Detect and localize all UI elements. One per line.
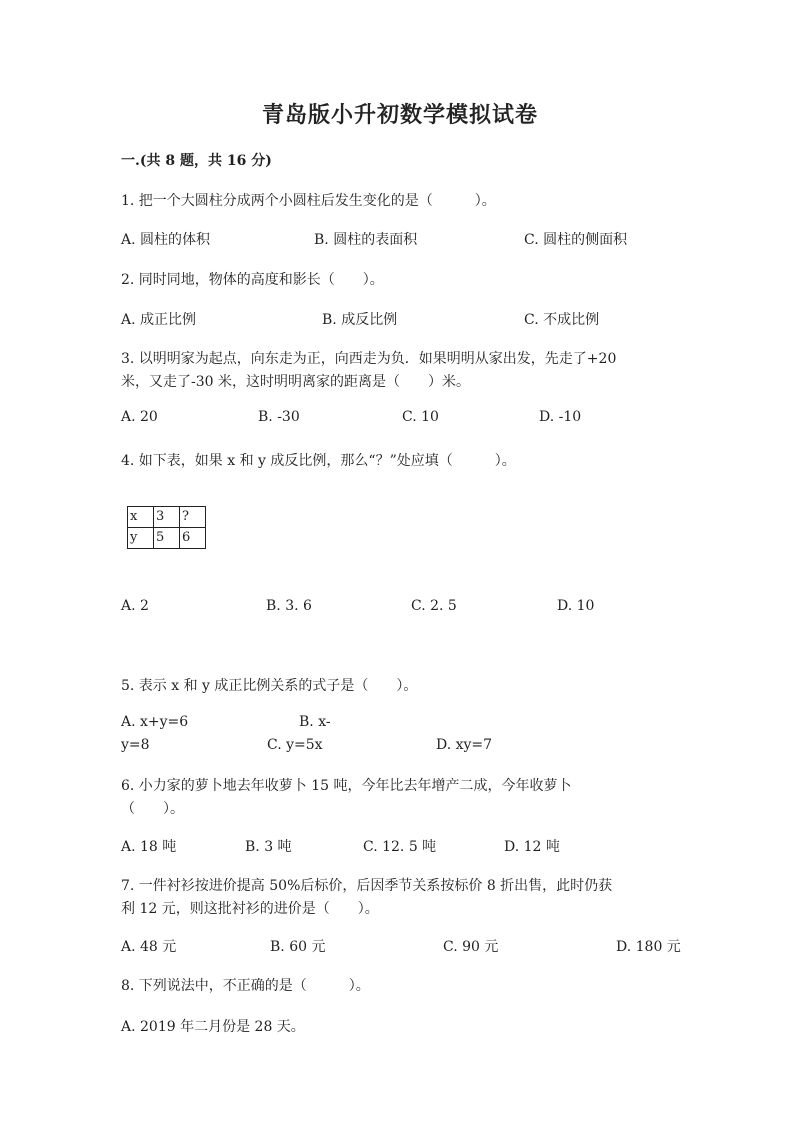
question-7-option-a[interactable]: A. 48 元	[121, 939, 177, 955]
question-1-text: 1. 把一个大圆柱分成两个小圆柱后发生变化的是（ ）。	[121, 193, 496, 209]
question-4-text: 4. 如下表，如果 x 和 y 成反比例，那么“？”处应填（ ）。	[121, 453, 516, 469]
section-heading: 一.(共 8 题，共 16 分)	[121, 153, 272, 169]
question-8-option-a[interactable]: A. 2019 年二月份是 28 天。	[121, 1019, 305, 1035]
page-title: 青岛版小升初数学模拟试卷	[261, 102, 538, 128]
question-4-option-c[interactable]: C. 2. 5	[411, 598, 457, 614]
question-2-option-b[interactable]: B. 成反比例	[322, 312, 398, 328]
question-6-option-d[interactable]: D. 12 吨	[504, 839, 560, 855]
question-7-option-b[interactable]: B. 60 元	[270, 939, 326, 955]
table-cell: ?	[180, 507, 206, 528]
question-4-option-a[interactable]: A. 2	[121, 598, 149, 614]
question-6-option-a[interactable]: A. 18 吨	[121, 839, 177, 855]
question-7-option-d[interactable]: D. 180 元	[616, 939, 681, 955]
question-7-option-c[interactable]: C. 90 元	[443, 939, 499, 955]
question-4-option-b[interactable]: B. 3. 6	[266, 598, 312, 614]
question-3-option-b[interactable]: B. -30	[258, 409, 300, 425]
question-5-option-a[interactable]: A. x+y=6	[121, 714, 189, 730]
question-5-option-b-part2[interactable]: y=8	[121, 737, 150, 753]
question-5-option-d[interactable]: D. xy=7	[436, 737, 493, 753]
question-7-text-line2: 利 12 元，则这批衬衫的进价是（ ）。	[121, 901, 379, 917]
question-2-text: 2. 同时同地，物体的高度和影长（ ）。	[121, 272, 384, 288]
question-1-option-b[interactable]: B. 圆柱的表面积	[314, 232, 418, 248]
table-cell: 6	[180, 528, 206, 549]
question-1-option-a[interactable]: A. 圆柱的体积	[121, 232, 211, 248]
question-7-text-line1: 7. 一件衬衫按进价提高 50%后标价，后因季节关系按标价 8 折出售，此时仍获	[121, 878, 613, 894]
question-5-option-b-part1[interactable]: B. x-	[299, 714, 331, 730]
table-row-y	[128, 528, 206, 549]
question-6-option-c[interactable]: C. 12. 5 吨	[363, 839, 437, 855]
table-cell: y	[128, 528, 154, 549]
question-2-option-c[interactable]: C. 不成比例	[524, 312, 600, 328]
question-6-option-b[interactable]: B. 3 吨	[245, 839, 292, 855]
question-2-option-a[interactable]: A. 成正比例	[121, 312, 197, 328]
table-row-x	[128, 507, 206, 528]
question-8-text: 8. 下列说法中，不正确的是（ ）。	[121, 978, 370, 994]
question-3-option-c[interactable]: C. 10	[402, 409, 439, 425]
table-cell: 3	[154, 507, 180, 528]
table-cell: 5	[154, 528, 180, 549]
question-3-text-line2: 米，又走了-30 米，这时明明离家的距离是（ ）米。	[121, 374, 470, 390]
question-1-option-c[interactable]: C. 圆柱的侧面积	[524, 232, 628, 248]
question-4-option-d[interactable]: D. 10	[557, 598, 595, 614]
question-6-text-line1: 6. 小力家的萝卜地去年收萝卜 15 吨，今年比去年增产二成，今年收萝卜	[121, 778, 572, 794]
question-5-text: 5. 表示 x 和 y 成正比例关系的式子是（ ）。	[121, 678, 418, 694]
question-6-text-line2: （ ）。	[121, 801, 184, 817]
question-3-text-line1: 3. 以明明家为起点，向东走为正，向西走为负．如果明明从家出发，先走了+20	[121, 351, 617, 367]
question-5-option-c[interactable]: C. y=5x	[267, 737, 323, 753]
question-3-option-d[interactable]: D. -10	[539, 409, 582, 425]
table-cell: x	[128, 507, 154, 528]
xy-value-table	[127, 506, 206, 549]
question-3-option-a[interactable]: A. 20	[121, 409, 158, 425]
